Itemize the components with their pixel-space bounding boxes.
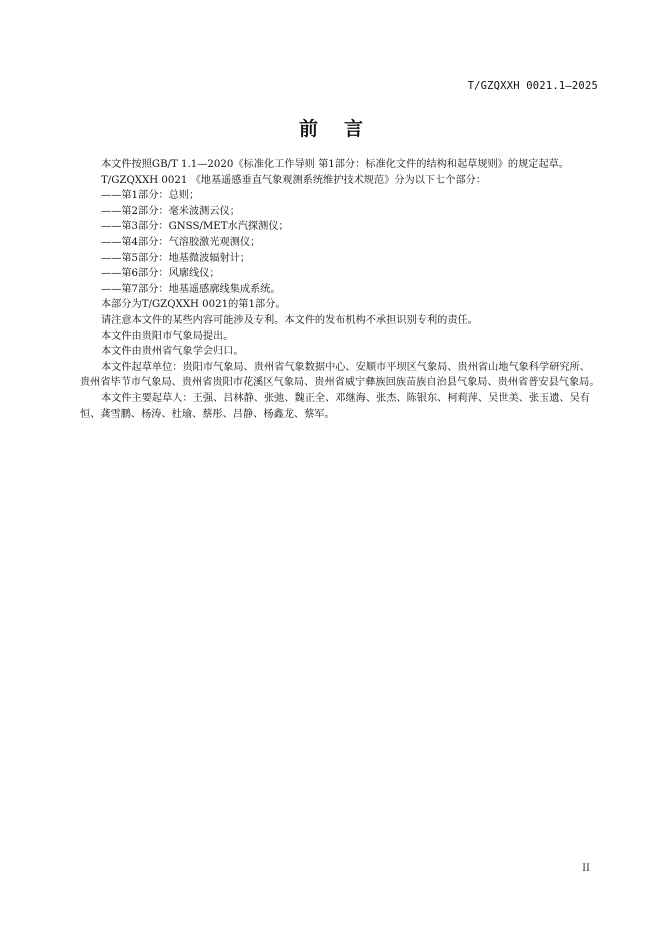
part-item: ——第1部分：总则； — [101, 190, 200, 202]
paragraph-patent-notice: 请注意本文件的某些内容可能涉及专利。本文件的发布机构不承担识别专利的责任。 — [101, 314, 478, 326]
part-item: ——第3部分：GNSS/MET水汽探测仪； — [101, 221, 289, 233]
parts-list — [80, 188, 600, 297]
paragraph-drafters: 本文件主要起草人：王强、吕林静、张弛、魏正全、邓继海、张杰、陈银东、柯莉萍、吴世美、张玉遗、吴有恒、龚雪鹏、杨涛、杜瑜、蔡彤、吕静、杨鑫龙、蔡军。 — [80, 392, 590, 420]
paragraph-series-intro: T/GZQXXH 0021 《地基遥感垂直气象观测系统维护技术规范》分为以下七个部分： — [101, 174, 487, 186]
part-item: ——第7部分：地基遥感廓线集成系统。 — [101, 283, 281, 295]
page-number: II — [582, 863, 590, 874]
paragraph-proposed-by: 本文件由贵阳市气象局提出。 — [101, 330, 234, 342]
part-item: ——第5部分：地基微波辐射计； — [101, 252, 251, 264]
paragraph-this-part: 本部分为T/GZQXXH 0021的第1部分。 — [101, 299, 286, 311]
document-code: T/GZQXXH 0021.1—2025 — [467, 80, 598, 92]
paragraph-drafting-units: 本文件起草单位：贵阳市气象局、贵州省气象数据中心、安顺市平坝区气象局、贵州省山地气象科学研究所、贵州省毕节市气象局、贵州省贵阳市花溪区气象局、贵州省威宁彝族回族苗族自治县气象局、贵州省普安县气象局。 — [80, 361, 600, 389]
part-item: ——第6部分：风廓线仪； — [101, 268, 220, 280]
foreword-body — [80, 157, 600, 422]
paragraph-under-jurisdiction: 本文件由贵州省气象学会归口。 — [101, 346, 244, 358]
part-item: ——第4部分：气溶胶激光观测仪； — [101, 236, 261, 248]
page-title: 前言 — [298, 118, 389, 140]
paragraph-drafting-rules: 本文件按照GB/T 1.1—2020《标准化工作导则 第1部分：标准化文件的结构和起草规则》的规定起草。 — [101, 159, 570, 170]
part-item: ——第2部分：毫米波测云仪； — [101, 205, 240, 217]
